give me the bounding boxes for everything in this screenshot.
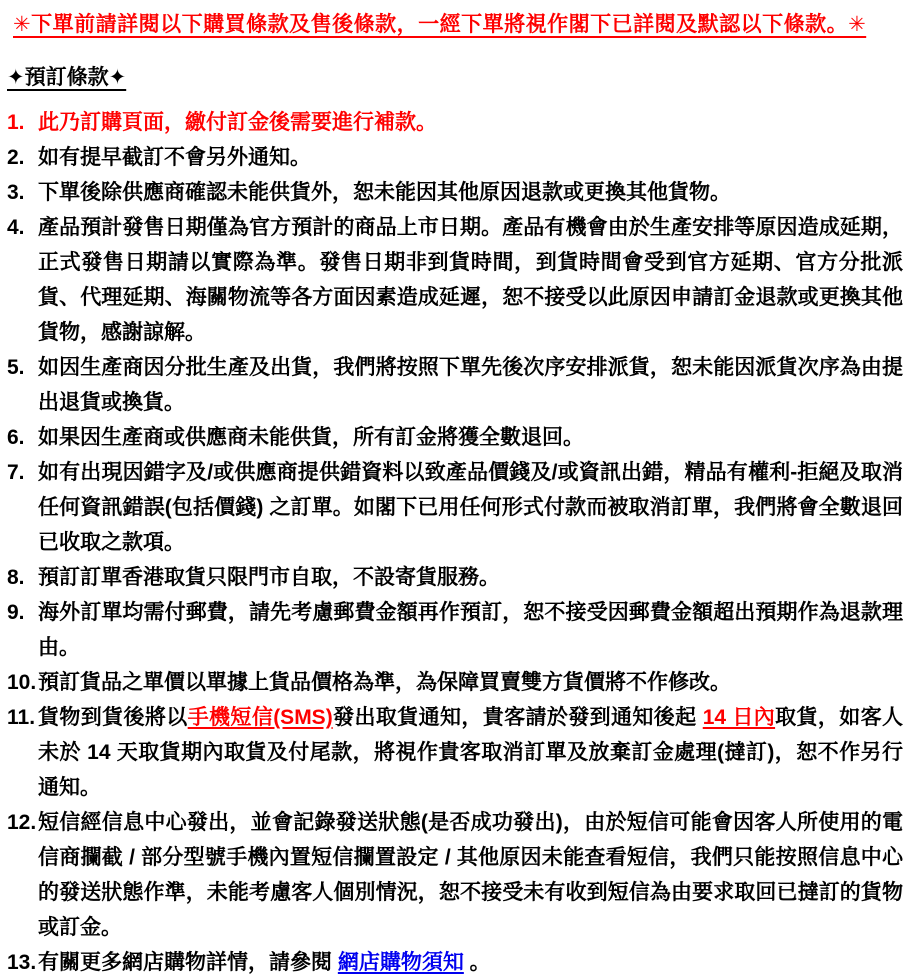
term-number: 11.: [7, 706, 36, 729]
term-text-segment: 產品預計發售日期僅為官方預計的商品上市日期。產品有機會由於生產安排等原因造成延期，正式發售日期請以實際為準。發售日期非到貨時間，到貨時間會受到官方延期、官方分批派貨、代理延期、海關物流等各方面因素造成延遲，恕不接受以此原因申請訂金退款或更換其他貨物，感謝諒解。: [38, 216, 903, 344]
term-text: [38, 805, 903, 945]
term-number: 2.: [7, 146, 25, 169]
term-item-2: [7, 140, 903, 175]
term-text: [38, 350, 903, 420]
term-text-segment: 。: [463, 951, 491, 974]
term-item-3: [7, 175, 903, 210]
section-title-preorder-terms: ✦預訂條款✦: [7, 66, 127, 89]
term-item-7: [7, 455, 903, 560]
term-text-segment: 短信經信息中心發出，並會記錄發送狀態(是否成功發出)，由於短信可能會因客人所使用的電信商攔截 / 部分型號手機內置短信攔置設定 / 其他原因未能查看短信，我們只能按照信息中心的發送狀態作準，未能考慮客人個別情況，恕不接受未有收到短信為由要求取回已撻訂的貨物或訂金。: [38, 811, 903, 939]
term-text: [38, 945, 903, 980]
pickup-deadline-highlight: 14 日內: [702, 706, 776, 729]
term-number: 9.: [7, 601, 25, 624]
term-number: 12.: [7, 811, 37, 834]
term-number: 7.: [7, 461, 25, 484]
term-number: 13.: [7, 951, 37, 974]
term-number: 1.: [7, 111, 25, 134]
term-text: [38, 700, 903, 805]
term-text-segment: 貨物到貨後將以: [38, 706, 188, 729]
term-number: 8.: [7, 566, 25, 589]
term-text-segment: 海外訂單均需付郵費，請先考慮郵費金額再作預訂，恕不接受因郵費金額超出預期作為退款理由。: [38, 601, 903, 659]
term-text: [38, 210, 903, 350]
term-item-5: [7, 350, 903, 420]
term-text: [38, 105, 903, 140]
term-text-segment: 發出取貨通知，貴客請於發到通知後起: [332, 706, 703, 729]
term-text-segment: 如果因生產商或供應商未能供貨，所有訂金將獲全數退回。: [38, 426, 584, 449]
term-number: 10.: [7, 671, 37, 694]
term-text-segment: 預訂貨品之單價以單據上貨品價格為準，為保障買賣雙方貨價將不作修改。: [38, 671, 731, 694]
term-text: [38, 595, 903, 665]
term-text: [38, 420, 903, 455]
warning-header: ✳下單前請詳閱以下購買條款及售後條款，一經下單將視作閣下已詳閱及默認以下條款。✳: [13, 13, 867, 36]
term-item-8: [7, 560, 903, 595]
term-text-segment: 下單後除供應商確認未能供貨外，恕未能因其他原因退款或更換其他貨物。: [38, 181, 731, 204]
shop-guide-link[interactable]: 網店購物須知: [337, 951, 464, 974]
term-text: [38, 560, 903, 595]
term-number: 6.: [7, 426, 25, 449]
term-text-segment: 如有出現因錯字及/或供應商提供錯資料以致產品價錢及/或資訊出錯，精品有權利-拒絕及取消任何資訊錯誤(包括價錢) 之訂單。如閣下已用任何形式付款而被取消訂單，我們將會全數退回已收取之款項。: [38, 461, 903, 554]
term-number: 3.: [7, 181, 25, 204]
sms-notice-highlight: 手機短信(SMS): [187, 706, 333, 729]
term-text-segment: 如有提早截訂不會另外通知。: [38, 146, 311, 169]
term-number: 4.: [7, 216, 25, 239]
term-item-11: [7, 700, 903, 805]
term-item-12: [7, 805, 903, 945]
term-text: [38, 455, 903, 560]
term-item-4: [7, 210, 903, 350]
term-item-9: [7, 595, 903, 665]
term-item-1: [7, 105, 903, 140]
term-text-segment: 有關更多網店購物詳情，請參閱: [38, 951, 338, 974]
term-item-6: [7, 420, 903, 455]
terms-list: [7, 105, 903, 980]
term-text-segment: 如因生產商因分批生產及出貨，我們將按照下單先後次序安排派貨，恕未能因派貨次序為由提出退貨或換貨。: [38, 356, 903, 414]
term-text: [38, 665, 903, 700]
term-text-segment: 此乃訂購頁面，繳付訂金後需要進行補款。: [38, 111, 437, 134]
term-number: 5.: [7, 356, 25, 379]
term-text: [38, 175, 903, 210]
term-item-10: [7, 665, 903, 700]
term-text-segment: 預訂訂單香港取貨只限門市自取，不設寄貨服務。: [38, 566, 500, 589]
term-text-segment: 取貨，如客人未於 14 天取貨期內取貨及付尾款，將視作貴客取消訂單及放棄訂金處理(撻訂)，恕不作另行通知。: [38, 706, 903, 799]
term-item-13: [7, 945, 903, 980]
term-text: [38, 140, 903, 175]
